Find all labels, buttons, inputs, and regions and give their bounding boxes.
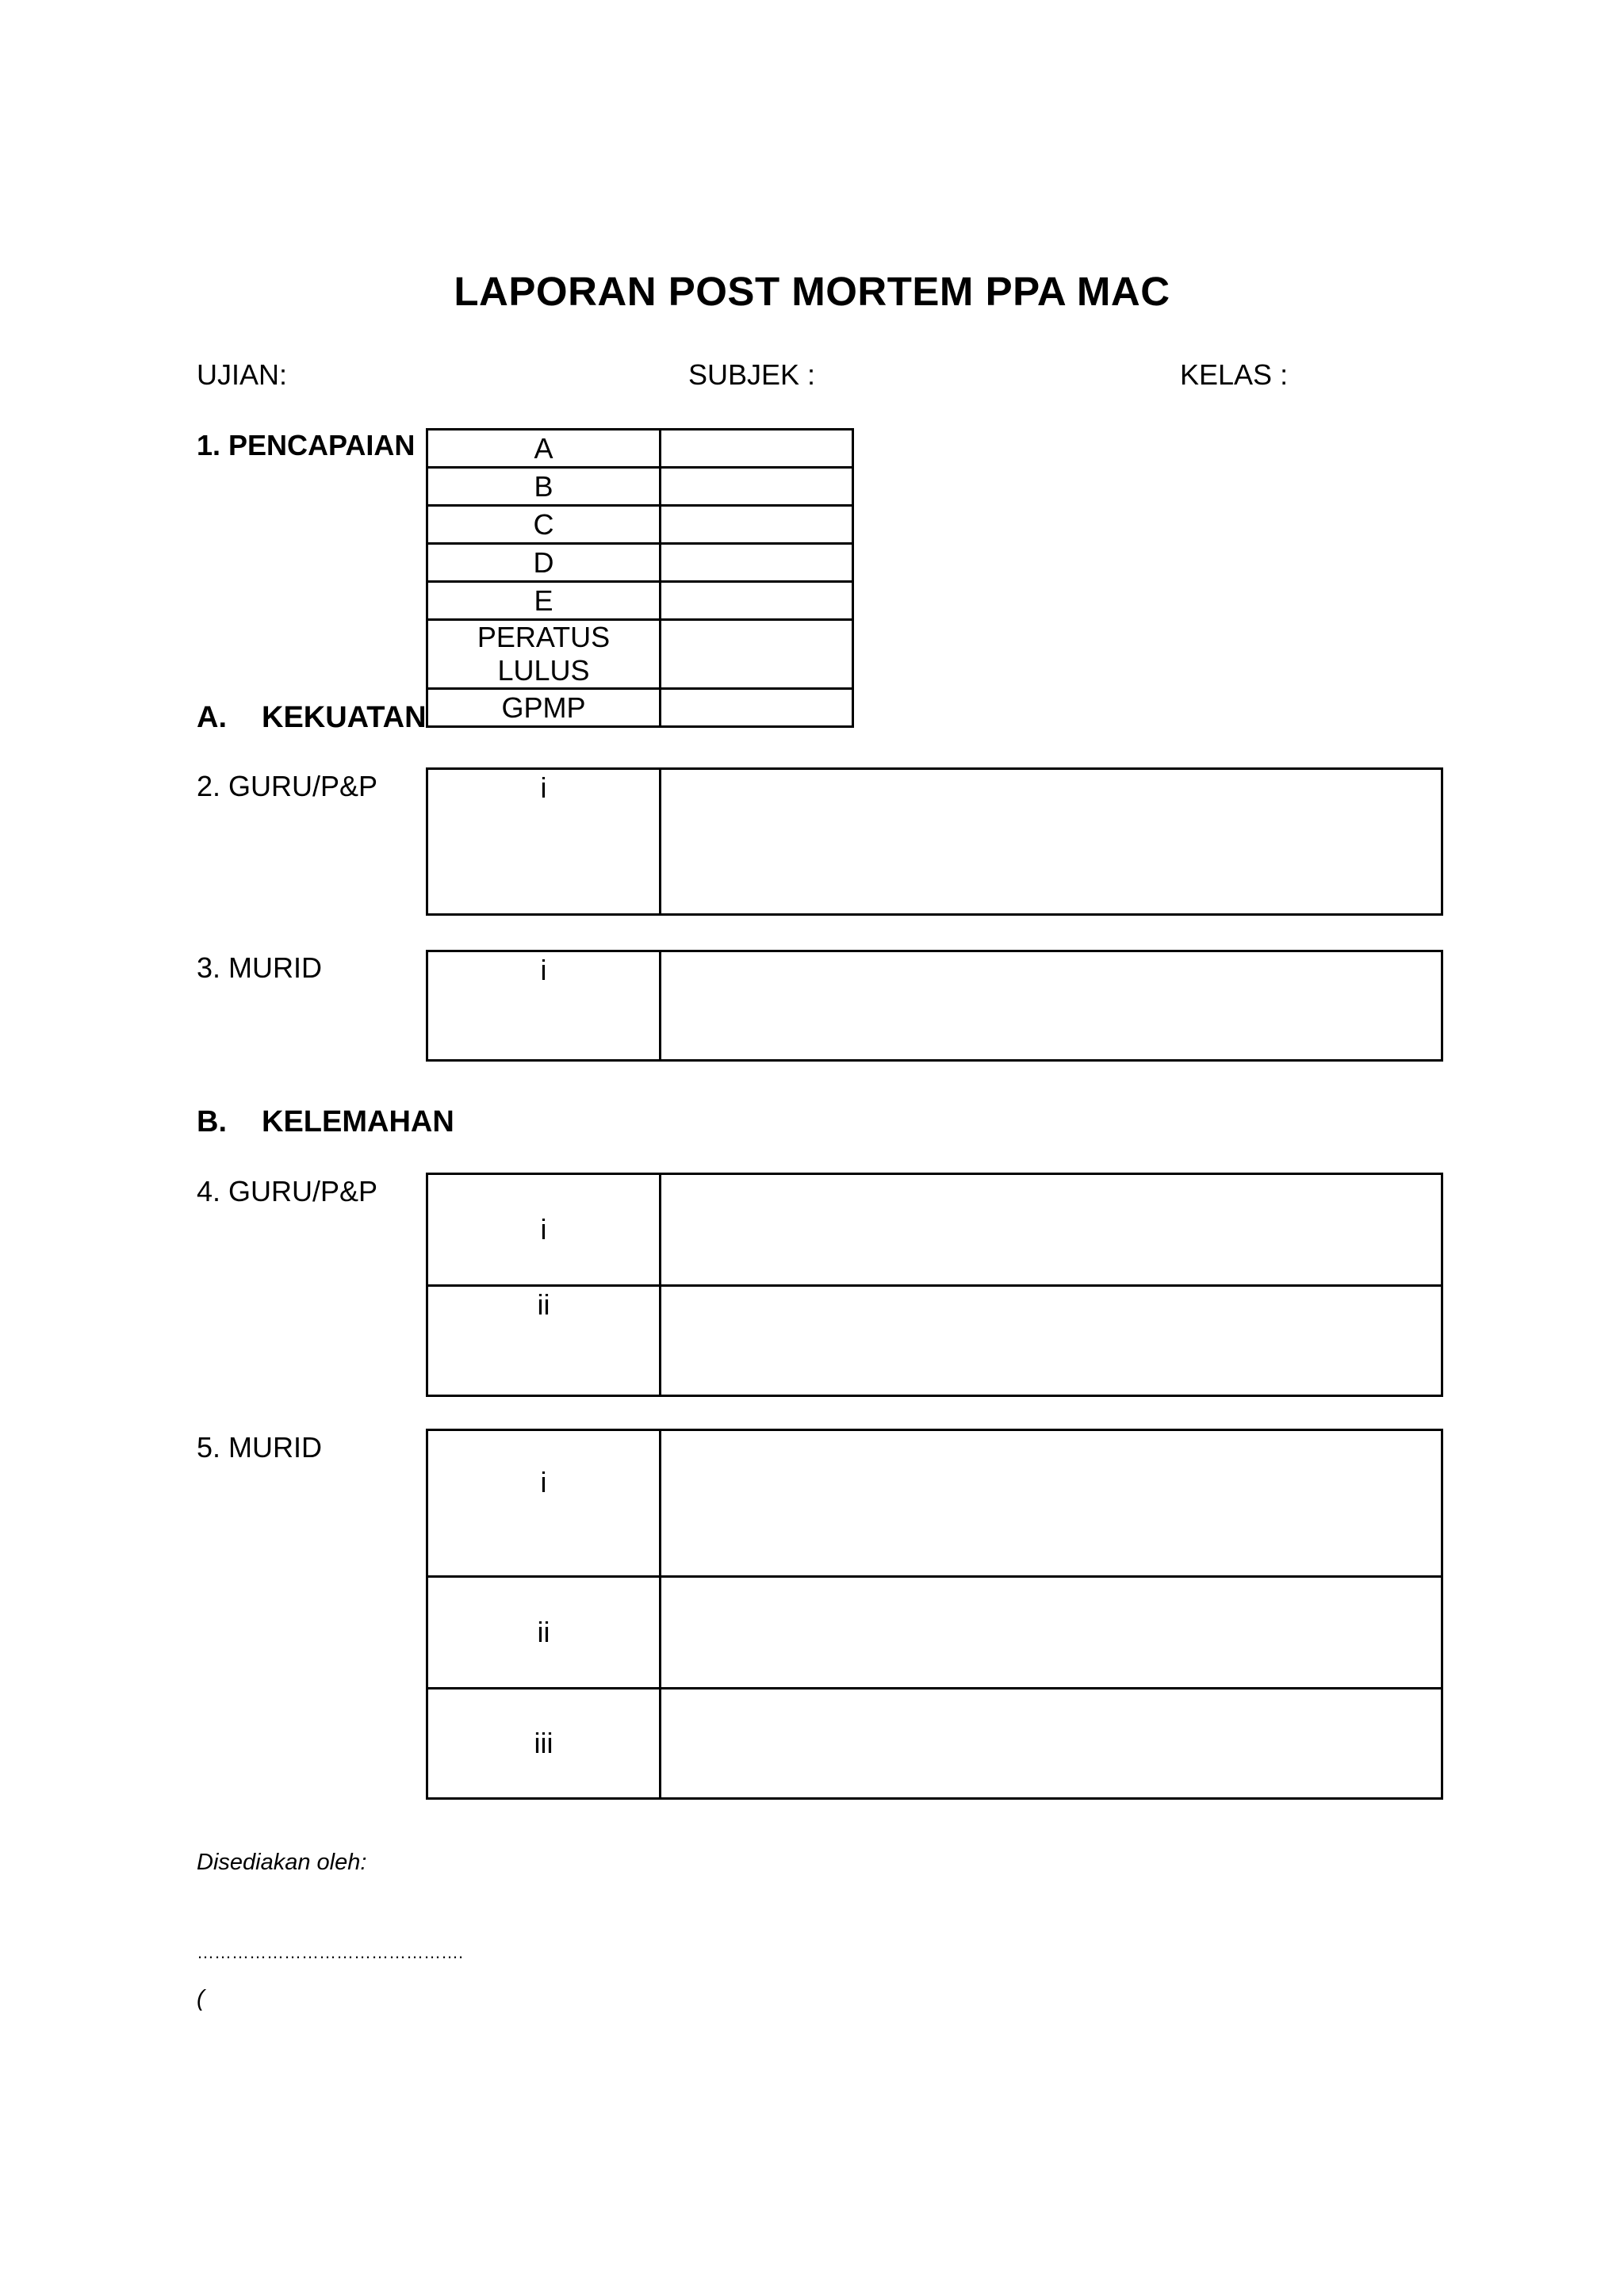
guru-kekuatan-table [426, 767, 1443, 916]
murid-kelemahan-row-i: i [427, 1430, 661, 1577]
murid-kelemahan-table [426, 1429, 1443, 1800]
pencapaian-label: 1. PENCAPAIAN [197, 429, 416, 461]
gpmp-value[interactable] [661, 689, 853, 727]
grade-d: D [427, 544, 661, 582]
name-open-bracket: ( [197, 1986, 205, 2011]
page-title: LAPORAN POST MORTEM PPA MAC [454, 269, 1170, 314]
section-b-number: B. [197, 1105, 227, 1138]
grade-d-value[interactable] [661, 544, 853, 582]
grade-e: E [427, 582, 661, 620]
grade-b-value[interactable] [661, 468, 853, 506]
section-a-title: KEKUATAN [262, 701, 427, 734]
pencapaian-table [426, 428, 854, 728]
grade-c-value[interactable] [661, 506, 853, 544]
guru-kekuatan-row-i: i [427, 769, 661, 915]
guru-kelemahan-label: 4. GURU/P&P [197, 1175, 378, 1207]
guru-kelemahan-input-ii[interactable] [661, 1286, 1442, 1396]
murid-kekuatan-label: 3. MURID [197, 951, 323, 984]
peratus-lulus-value[interactable] [661, 620, 853, 689]
murid-kelemahan-input-i[interactable] [661, 1430, 1442, 1577]
guru-kelemahan-input-i[interactable] [661, 1174, 1442, 1286]
section-kekuatan-heading [197, 701, 427, 735]
peratus-lulus: PERATUS LULUS [427, 620, 661, 689]
murid-kelemahan-input-ii[interactable] [661, 1577, 1442, 1689]
ujian-label: UJIAN: [197, 358, 288, 391]
grade-a-value[interactable] [661, 430, 853, 468]
guru-kelemahan-row-ii: ii [427, 1286, 661, 1396]
grade-c: C [427, 506, 661, 544]
murid-kekuatan-row-i: i [427, 951, 661, 1061]
signature-line: ………………………………………. [197, 1942, 464, 1962]
murid-kelemahan-label: 5. MURID [197, 1431, 323, 1464]
section-b-title: KELEMAHAN [262, 1105, 454, 1138]
grade-b: B [427, 468, 661, 506]
guru-kelemahan-row-i: i [427, 1174, 661, 1286]
murid-kekuatan-table [426, 950, 1443, 1062]
section-kelemahan-heading [197, 1105, 454, 1139]
section-a-number: A. [197, 701, 227, 734]
guru-kekuatan-input-i[interactable] [661, 769, 1442, 915]
murid-kelemahan-row-iii: iii [427, 1689, 661, 1799]
gpmp: GPMP [427, 689, 661, 727]
guru-kekuatan-label: 2. GURU/P&P [197, 770, 378, 802]
grade-e-value[interactable] [661, 582, 853, 620]
murid-kekuatan-input-i[interactable] [661, 951, 1442, 1061]
murid-kelemahan-input-iii[interactable] [661, 1689, 1442, 1799]
grade-a: A [427, 430, 661, 468]
prepared-by-label: Disediakan oleh: [197, 1850, 367, 1875]
subjek-label: SUBJEK : [688, 358, 816, 391]
guru-kelemahan-table [426, 1173, 1443, 1397]
murid-kelemahan-row-ii: ii [427, 1577, 661, 1689]
kelas-label: KELAS : [1180, 358, 1289, 391]
